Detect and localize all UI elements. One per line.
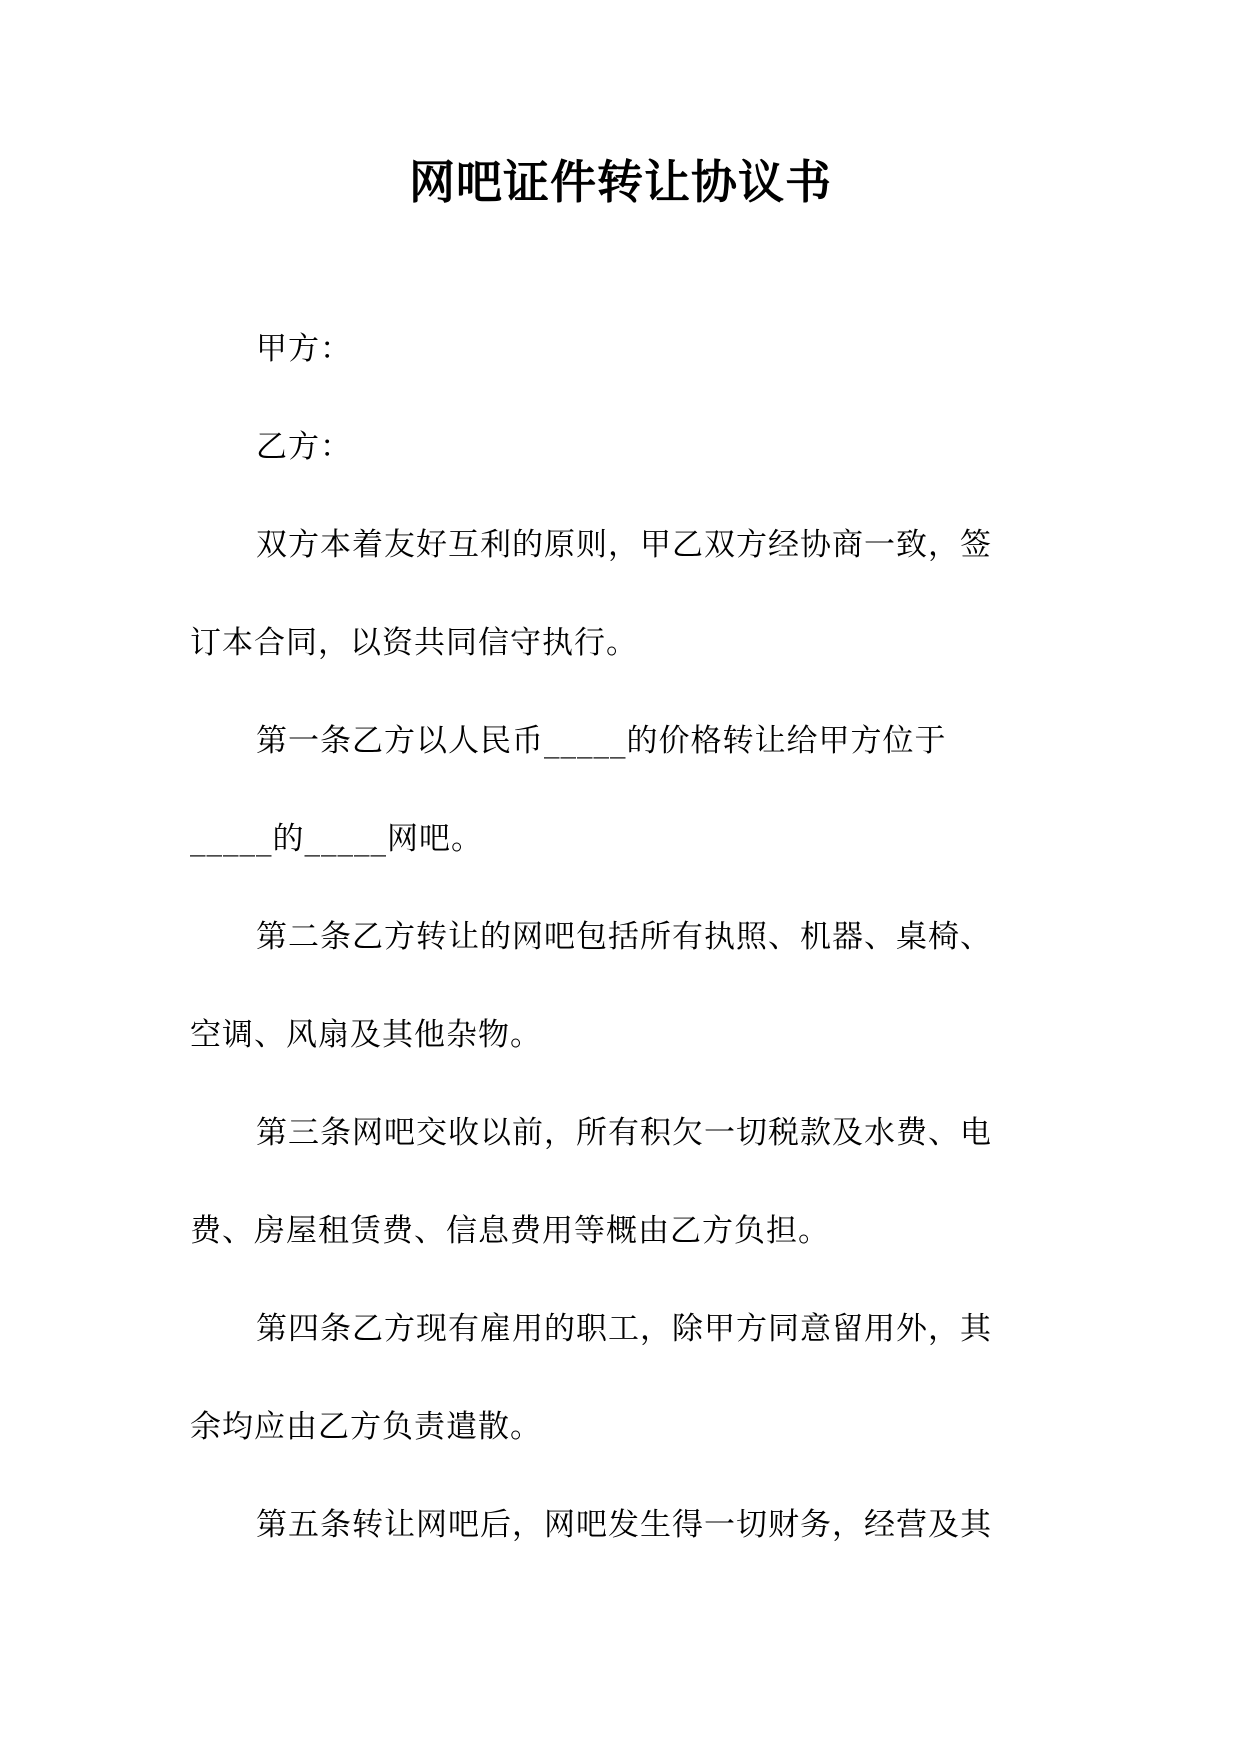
document-title: 网吧证件转让协议书 [409, 155, 832, 209]
paragraph-line: 订本合同，以资共同信守执行。 [190, 625, 638, 661]
paragraph-line: 余均应由乙方负责遣散。 [190, 1409, 542, 1445]
paragraph-line: 双方本着友好互利的原则，甲乙双方经协商一致，签 [256, 527, 992, 563]
document-body [190, 300, 1030, 1574]
paragraph-article-1 [190, 692, 1030, 888]
paragraph-article-3 [190, 1084, 1030, 1280]
paragraph-line: 空调、风扇及其他杂物。 [190, 1017, 542, 1053]
paragraph-line: 费、房屋租赁费、信息费用等概由乙方负担。 [190, 1213, 830, 1249]
paragraph-article-2 [190, 888, 1030, 1084]
paragraph-line: 第四条乙方现有雇用的职工，除甲方同意留用外，其 [256, 1311, 992, 1347]
paragraph-line: 第五条转让网吧后，网吧发生得一切财务，经营及其 [256, 1507, 992, 1543]
paragraph-line: 第三条网吧交收以前，所有积欠一切税款及水费、电 [256, 1115, 992, 1151]
paragraph-article-4 [190, 1280, 1030, 1476]
party-b-line: 乙方： [256, 429, 352, 465]
party-a-line: 甲方： [256, 331, 352, 367]
paragraph-intro [190, 496, 1030, 692]
paragraph-line: 第二条乙方转让的网吧包括所有执照、机器、桌椅、 [256, 919, 992, 955]
paragraph-line: 第一条乙方以人民币_____的价格转让给甲方位于 [256, 723, 947, 759]
paragraph-article-5 [190, 1476, 1030, 1574]
paragraph-line: _____的_____网吧。 [190, 821, 483, 857]
